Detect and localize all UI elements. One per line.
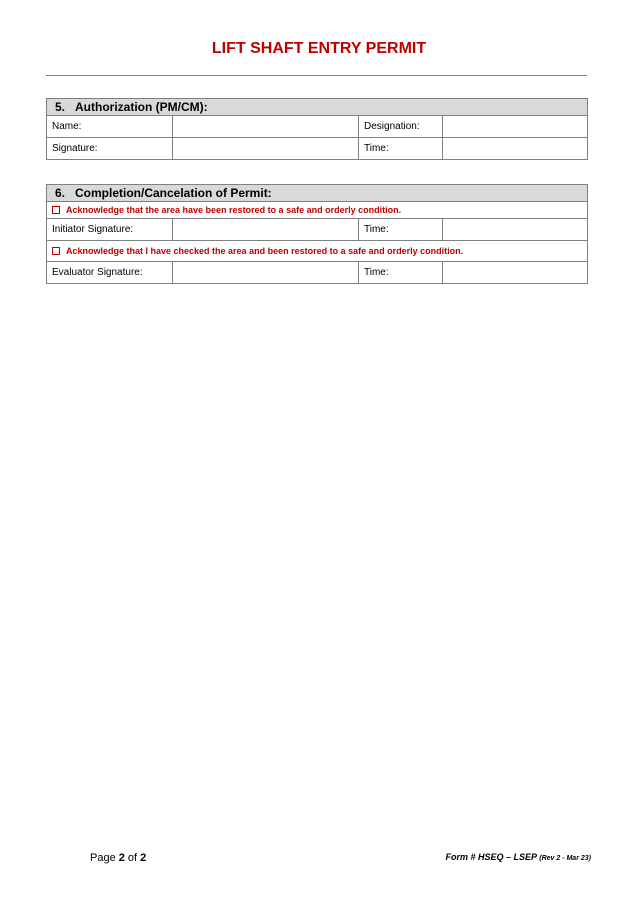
acknowledge-checked-checkbox[interactable]: [52, 247, 60, 255]
authorization-heading: [47, 99, 588, 116]
initiator-signature-label: Initiator Signature:: [47, 219, 173, 241]
page-total: 2: [140, 852, 147, 864]
acknowledge-restored-text: Acknowledge that the area have been restored to a safe and orderly condition.: [66, 205, 402, 215]
time-label: Time:: [359, 138, 443, 160]
form-revision: (Rev 2 - Mar 23): [539, 855, 591, 862]
page-title: LIFT SHAFT ENTRY PERMIT: [211, 40, 427, 57]
designation-label: Designation:: [359, 116, 443, 138]
initiator-time-field[interactable]: [443, 219, 588, 241]
initiator-signature-field[interactable]: [173, 219, 359, 241]
evaluator-time-field[interactable]: [443, 262, 588, 284]
signature-label: Signature:: [47, 138, 173, 160]
time-label: Time:: [359, 262, 443, 284]
form-number: [430, 852, 591, 862]
acknowledge-checked-text: Acknowledge that I have checked the area and been restored to a safe and orderly condition.: [66, 246, 464, 256]
section-number: 5.: [55, 100, 66, 114]
page-number: [90, 852, 146, 864]
evaluator-signature-label: Evaluator Signature:: [47, 262, 173, 284]
authorization-section: [46, 98, 588, 160]
page-of: of: [124, 852, 141, 864]
page-prefix: Page: [90, 852, 119, 864]
acknowledge-restored-checkbox[interactable]: [52, 206, 60, 214]
form-code: Form # HSEQ – LSEP: [445, 852, 537, 862]
time-field[interactable]: [443, 138, 588, 160]
acknowledge-checked-row: [47, 241, 588, 262]
signature-field[interactable]: [173, 138, 359, 160]
name-field[interactable]: [173, 116, 359, 138]
page-current: 2: [118, 852, 125, 864]
acknowledge-restored-row: [47, 202, 588, 219]
title-divider: [46, 75, 587, 76]
time-label: Time:: [359, 219, 443, 241]
section-heading-text: Completion/Cancelation of Permit:: [75, 186, 272, 200]
completion-heading: [47, 185, 588, 202]
completion-section: [46, 184, 588, 284]
name-label: Name:: [47, 116, 173, 138]
evaluator-signature-field[interactable]: [173, 262, 359, 284]
designation-field[interactable]: [443, 116, 588, 138]
section-heading-text: Authorization (PM/CM):: [75, 100, 208, 114]
section-number: 6.: [55, 186, 66, 200]
